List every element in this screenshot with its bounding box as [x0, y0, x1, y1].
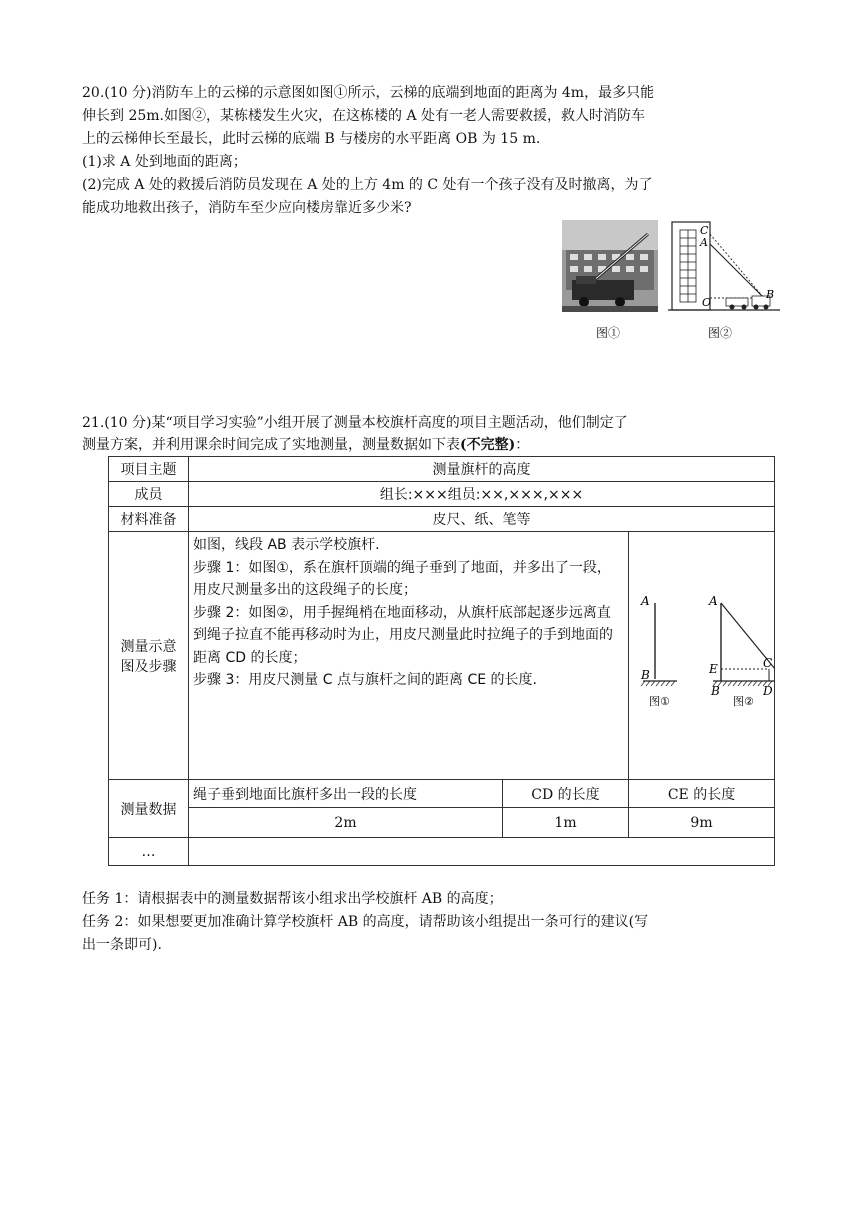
data-label: 测量数据 — [109, 780, 189, 838]
measurement-table — [108, 456, 775, 866]
q20-line-2: 伸长到 25m.如图②，某栋楼发生火灾，在这栋楼的 A 处有一老人需要救援，救人时消防车 — [82, 108, 645, 124]
q20-figure-1 — [562, 220, 658, 312]
ellipsis-empty-cell — [189, 838, 775, 866]
building-ladder-diagram — [668, 220, 780, 316]
diag1-label-b: B — [641, 667, 650, 682]
data-value-rope-extra: 2m — [189, 808, 503, 838]
task-1: 任务 1：请根据表中的测量数据帮该小组求出学校旗杆 AB 的高度； — [82, 891, 503, 907]
step-2: 步骤 2：如图②，用手握绳梢在地面移动，从旗杆底部起逐步远离直到绳子拉直不能再移动时为止，用皮尺测量此时拉绳子的手到地面的距离 CD 的长度； — [193, 604, 613, 666]
q21-intro-incomplete-note: (不完整) — [460, 437, 516, 453]
ellipsis-cell: … — [109, 838, 189, 866]
diag2-label-c: C — [763, 655, 773, 670]
table-row-topic — [109, 457, 775, 482]
table-row-materials — [109, 507, 775, 532]
q20-figure-1-caption: 图① — [596, 326, 621, 340]
fire-truck-photo-image — [562, 220, 658, 312]
steps-label: 测量示意图及步骤 — [109, 532, 189, 780]
topic-value: 测量旗杆的高度 — [189, 457, 775, 482]
step-intro: 如图，线段 AB 表示学校旗杆. — [193, 537, 380, 553]
q21-intro-line-1: 21.(10 分)某“项目学习实验”小组开展了测量本校旗杆高度的项目主题活动，他们制定了 — [82, 415, 628, 431]
members-value: 组长:×××组员:××,×××,××× — [189, 482, 775, 507]
data-value-cd: 1m — [503, 808, 629, 838]
diag1-label-a: A — [641, 593, 650, 608]
q20-subquestion-1: (1)求 A 处到地面的距离； — [82, 154, 247, 170]
diag2-label-e: E — [709, 661, 718, 676]
q20-figure-2 — [668, 220, 780, 316]
table-row-steps — [109, 532, 775, 780]
fig2-label-b: B — [766, 288, 775, 301]
q21-intro-line-2 — [82, 434, 782, 457]
q20-subquestion-2-line-1: (2)完成 A 处的救援后消防员发现在 A 处的上方 4m 的 C 处有一个孩子没有及时撤离，为了 — [82, 177, 653, 193]
table-row-data-values — [109, 808, 775, 838]
fig2-label-a: A — [700, 236, 708, 249]
q20-line-3: 上的云梯伸长至最长，此时云梯的底端 B 与楼房的水平距离 OB 为 15 m. — [82, 131, 541, 147]
steps-diagram-cell — [629, 532, 775, 780]
data-header-ce: CE 的长度 — [629, 780, 775, 808]
diag1-caption: 图① — [649, 694, 670, 708]
fig2-label-o: O — [702, 296, 712, 309]
table-row-members — [109, 482, 775, 507]
data-value-ce: 9m — [629, 808, 775, 838]
diag2-label-d: D — [763, 683, 773, 698]
q20-line-1: 20.(10 分)消防车上的云梯的示意图如图①所示，云梯的底端到地面的距离为 4m，最多只能 — [82, 85, 655, 101]
materials-value: 皮尺、纸、笔等 — [189, 507, 775, 532]
table-row-ellipsis — [109, 838, 775, 866]
q21-intro-colon: ： — [515, 437, 530, 453]
flagpole-diagrams — [629, 589, 775, 719]
q20-subquestion-2-line-2: 能成功地救出孩子，消防车至少应向楼房靠近多少米? — [82, 200, 412, 216]
data-header-rope-extra: 绳子垂到地面比旗杆多出一段的长度 — [189, 780, 503, 808]
materials-label: 材料准备 — [109, 507, 189, 532]
diag2-label-a: A — [709, 593, 718, 608]
fig2-label-c: C — [700, 224, 709, 237]
data-header-cd: CD 的长度 — [503, 780, 629, 808]
step-1: 步骤 1：如图①，系在旗杆顶端的绳子垂到了地面，并多出了一段，用皮尺测量多出的这段绳子的长度； — [193, 559, 611, 598]
steps-text-cell — [189, 532, 629, 780]
step-3: 步骤 3：用皮尺测量 C 点与旗杆之间的距离 CE 的长度. — [193, 672, 538, 688]
members-label: 成员 — [109, 482, 189, 507]
topic-label: 项目主题 — [109, 457, 189, 482]
task-2-line-2: 出一条即可). — [82, 937, 162, 953]
q20-figure-2-caption: 图② — [708, 326, 733, 340]
diag2-caption: 图② — [733, 694, 754, 708]
task-2-line-1: 任务 2：如果想要更加准确计算学校旗杆 AB 的高度，请帮助该小组提出一条可行的建议(写 — [82, 914, 649, 930]
q21-intro-line-2-text: 测量方案，并利用课余时间完成了实地测量，测量数据如下表 — [82, 437, 460, 453]
diag2-label-b: B — [711, 683, 720, 698]
table-row-data-headers — [109, 780, 775, 808]
